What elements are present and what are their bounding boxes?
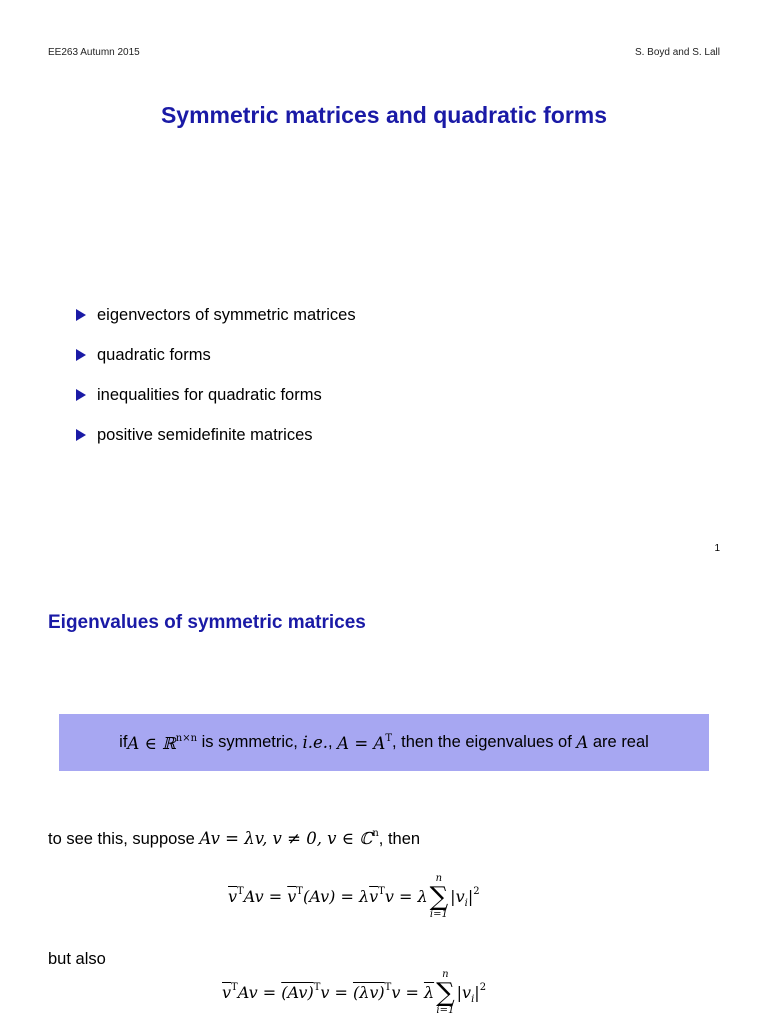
slide2-title: Eigenvalues of symmetric matrices	[48, 612, 366, 633]
box-text: if	[119, 733, 128, 751]
equation-2: $\overline{v}^TAv = (Av)^Tv = (\lambda v)^Tv = \overline{\lambda}$ n ∑ i=1 $|v_i|^2$	[222, 969, 487, 1016]
bullet-text: positive semidefinite matrices	[97, 426, 313, 444]
theorem-box: if A ∈ ℝ$^{n\times n}$ is symmetric, i.e. , $A = A^T$ , then the eigenvalues of A are real	[59, 714, 709, 771]
box-text: are real	[588, 733, 649, 751]
bullet-item	[76, 375, 356, 415]
but-also-text: but also	[48, 950, 106, 968]
triangle-right-icon	[76, 389, 86, 401]
equation-1: $\overline{v}^TAv = \overline{v}^T(Av) = \lambda\overline{v}^Tv = \lambda$ n ∑ i=1 $|v_i|^2$	[228, 873, 480, 920]
box-text: , then the eigenvalues of	[391, 733, 577, 751]
proof-intro: to see this, suppose Av = λv, v ≠ 0, v ∈ ℂ$^n$, then	[48, 828, 421, 848]
triangle-right-icon	[76, 349, 86, 361]
bullet-item	[76, 415, 356, 455]
triangle-right-icon	[76, 309, 86, 321]
proof-text: to see this, suppose	[48, 830, 200, 848]
bullet-text: eigenvectors of symmetric matrices	[97, 306, 356, 324]
page-number: 1	[714, 543, 720, 554]
box-text: ,	[327, 733, 338, 751]
bullet-list	[76, 295, 356, 455]
triangle-right-icon	[76, 429, 86, 441]
header-authors: S. Boyd and S. Lall	[634, 47, 720, 58]
bullet-text: quadratic forms	[97, 346, 211, 364]
bullet-text: inequalities for quadratic forms	[97, 386, 322, 404]
slide1-title: Symmetric matrices and quadratic forms	[160, 102, 608, 128]
bullet-item	[76, 335, 356, 375]
proof-text: , then	[378, 830, 421, 848]
header-course: EE263 Autumn 2015	[48, 47, 140, 58]
bullet-item	[76, 295, 356, 335]
box-text: is symmetric,	[197, 733, 303, 751]
